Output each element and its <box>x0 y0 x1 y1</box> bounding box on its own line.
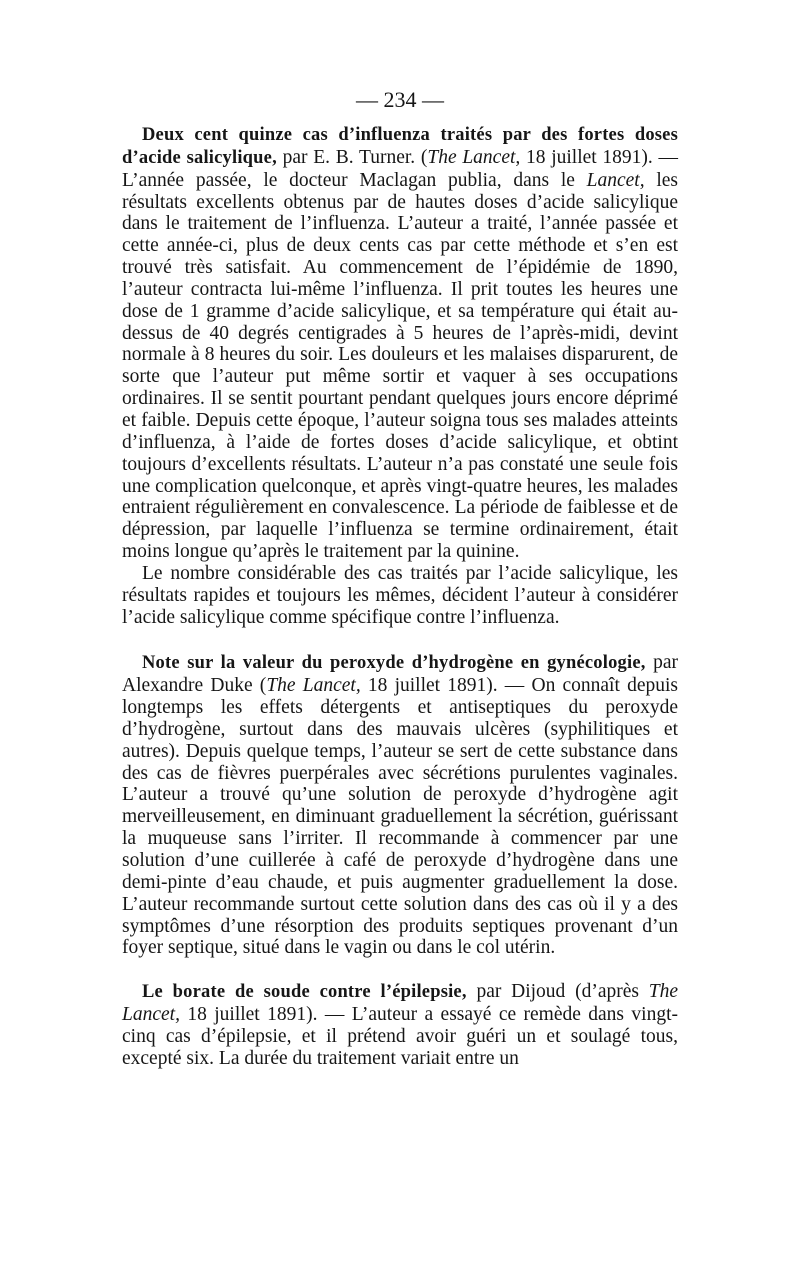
article-body: On connaît depuis longtemps les effets détergents et antiseptiques du peroxyde d’hydrogène, surtout dans des mauvais ulcères (syphilitiques et autres). Depuis quelque temps, l’auteur se sert de cette substance dans des cas de fièvres puerpérales avec sécrétions purulentes vaginales. L’auteur a trouvé qu’une solution de peroxyde d’hydrogène agit merveilleusement, en diminuant graduellement la sécrétion, guérissant la muqueuse sans l’irriter. Il recommande à commencer par une solution d’une cuillerée à café de peroxyde d’hydrogène dans une demi-pinte d’eau chaude, et puis augmenter graduellement la dose. L’auteur recommande surtout cette solution dans des cas où il y a des symptômes d’une résorption des produits septiques provenant d’un foyer septique, situé dans le vagin ou dans le col utérin. <box>122 675 678 959</box>
article-author: par E. B. Turner. ( <box>276 146 428 168</box>
article-date: 18 juillet 1891). — <box>360 675 532 697</box>
article-source: The Lancet, <box>427 146 521 168</box>
article-body: L’auteur a essayé ce remède dans vingt-cinq cas d’épilepsie, et il prétend avoir guéri un et soulagé tous, excepté six. La durée du traitement variait entre un <box>122 1004 678 1069</box>
article-title: Note sur la valeur du peroxyde d’hydrogène en gynécologie, <box>142 653 646 674</box>
article-paragraph: Le nombre considérable des cas traités par l’acide salicylique, les résultats rapides et toujours les mêmes, décident l’auteur à considérer l’acide salicylique comme spécifique contre l’influenza. <box>122 562 678 628</box>
article-author: par Alexandre Duke ( <box>122 652 678 697</box>
article-body: les résultats excellents obtenus par de hautes doses d’acide salicylique dans le traitement de l’influenza. L’auteur a traité, l’année passée et cette année-ci, plus de deux cents cas par cette méthode et s’en est trouvé très satisfait. Au commencement de l’épidémie de 1890, l’auteur contracta lui-même l’influenza. Il prit toutes les heures une dose de 1 gramme d’acide salicylique, et sa température qui était au-dessus de 40 degrés centigrades à 5 heures de l’après-midi, devint normale à 8 heures du soir. Les douleurs et les malaises disparurent, de sorte que l’auteur put même sortir et vaquer à ses occupations ordinaires. Il se sentit pourtant pendant quelques jours encore déprimé et faible. Depuis cette époque, l’auteur soigna tous ses malades atteints d’influenza, à l’aide de fortes doses d’acide salicylique, et obtint toujours d’excellents résultats. L’auteur n’a pas constaté une seule fois une complication quelconque, et après vingt-quatre heures, les malades entraient régulièrement en convalescence. La période de faiblesse et de dépression, par laquelle l’influenza se termine ordinairement, était moins longue qu’après le traitement par la quinine. <box>122 169 678 563</box>
article-date: 18 juillet 1891). — <box>179 1004 352 1026</box>
article-source: The Lancet, <box>122 981 678 1026</box>
article-title: Le borate de soude contre l’épilepsie, <box>142 982 467 1003</box>
article-journal-inline: Lancet, <box>586 169 645 191</box>
article-author: par Dijoud (d’après <box>466 981 649 1003</box>
article-borate-epilepsy <box>122 981 678 1069</box>
article-salicylic-acid <box>122 124 678 563</box>
page-body <box>122 124 678 1070</box>
page-number: — 234 — <box>356 87 444 112</box>
article-date: 18 juillet 1891). — L’année passée, le docteur Maclagan publia, dans le <box>122 146 679 191</box>
article-hydrogen-peroxide <box>122 652 678 959</box>
article-source: The Lancet, <box>266 675 361 697</box>
article-title: Deux cent quinze cas d’influenza traités par des fortes doses d’acide salicylique, <box>122 125 678 168</box>
